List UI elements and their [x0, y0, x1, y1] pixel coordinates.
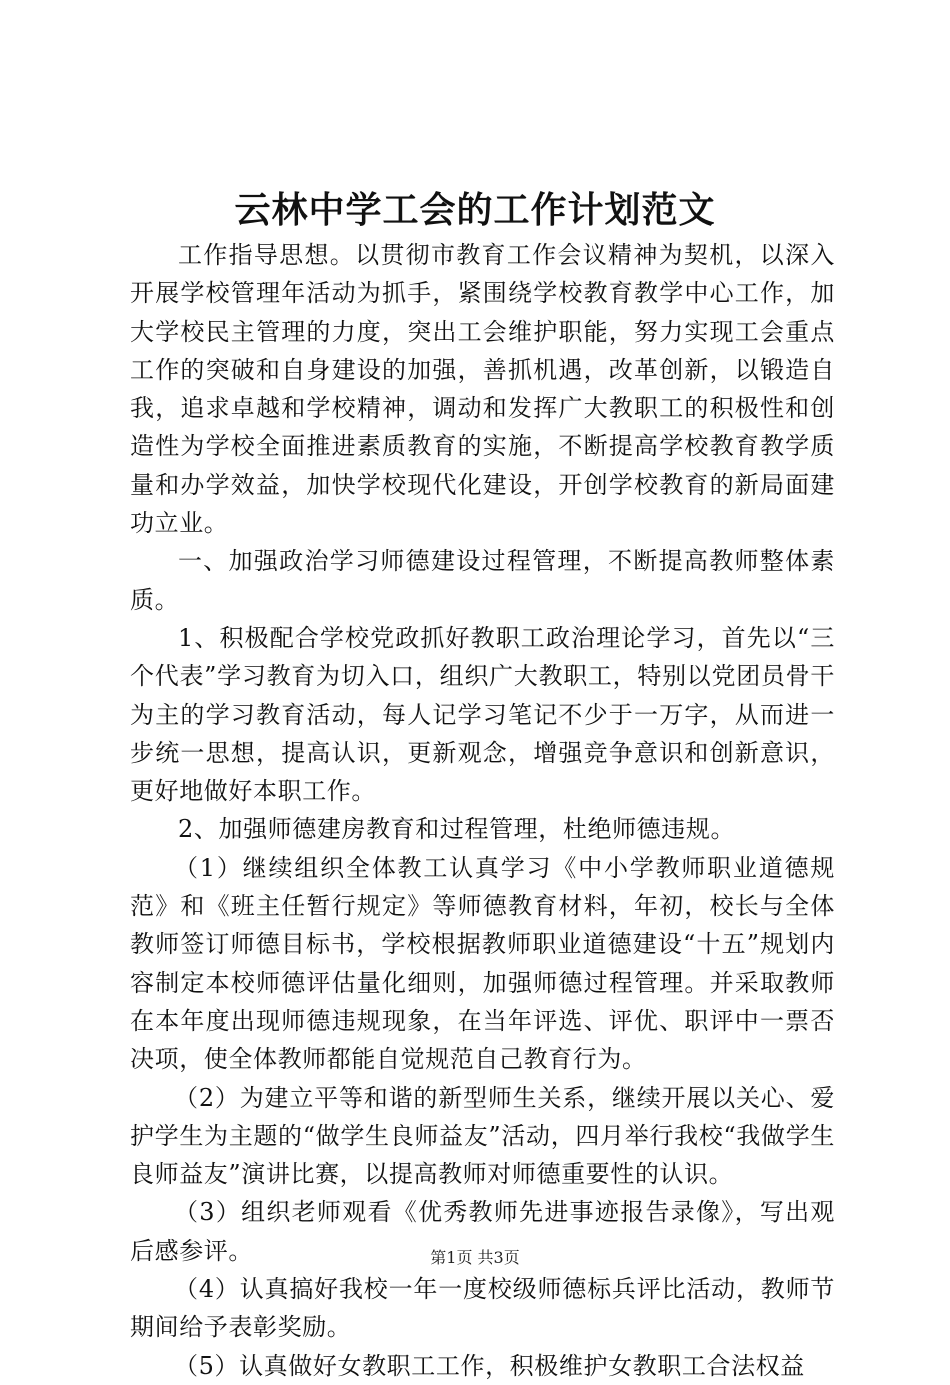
paragraph-section-one-heading: 一、加强政治学习师德建设过程管理，不断提高教师整体素质。 — [130, 547, 835, 614]
paragraph-subitem-4: （4）认真搞好我校一年一度校级师德标兵评比活动，教师节期间给予表彰奖励。 — [130, 1275, 835, 1342]
page-footer: 第1页 共3页 — [430, 1248, 520, 1267]
paragraph-item-2: 2、加强师德建房教育和过程管理，杜绝师德违规。 — [178, 815, 736, 844]
document-body — [130, 236, 835, 1385]
paragraph-subitem-2: （2）为建立平等和谐的新型师生关系，继续开展以关心、爱护学生为主题的“做学生良师益友”活动，四月举行我校“我做学生良师益友”演讲比赛，以提高教师对师德重要性的认识。 — [130, 1083, 835, 1189]
paragraph-guiding-thought: 工作指导思想。以贯彻市教育工作会议精神为契机，以深入开展学校管理年活动为抓手，紧围绕学校教育教学中心工作，加大学校民主管理的力度，突出工会维护职能，努力实现工会重点工作的突破和自身建设的加强，善抓机遇，改革创新，以锻造自我，追求卓越和学校精神，调动和发挥广大教职工的积极性和创造性为学校全面推进素质教育的实施，不断提高学校教育教学质量和办学效益，加快学校现代化建设，开创学校教育的新局面建功立业。 — [130, 241, 835, 538]
paragraph-subitem-5: （5）认真做好女教职工工作，积极维护女教职工合法权益 — [174, 1351, 805, 1380]
paragraph-subitem-1: （1）继续组织全体教工认真学习《中小学教师职业道德规范》和《班主任暂行规定》等师德教育材料，年初，校长与全体教师签订师德目标书，学校根据教师职业道德建设“十五”规划内容制定本校师德评估量化细则，加强师德过程管理。并采取教师在本年度出现师德违规现象，在当年评选、评优、职评中一票否决项，使全体教师都能自觉规范自己教育行为。 — [130, 853, 835, 1074]
paragraph-subitem-3: （3）组织老师观看《优秀教师先进事迹报告录像》，写出观后感参评。 — [130, 1198, 835, 1265]
document-title: 云林中学工会的工作计划范文 — [234, 189, 716, 231]
paragraph-item-1: 1、积极配合学校党政抓好教职工政治理论学习，首先以“三个代表”学习教育为切入口，组织广大教职工，特别以党团员骨干为主的学习教育活动，每人记学习笔记不少于一万字，从而进一步统一思想，提高认识，更新观念，增强竞争意识和创新意识，更好地做好本职工作。 — [130, 623, 835, 806]
